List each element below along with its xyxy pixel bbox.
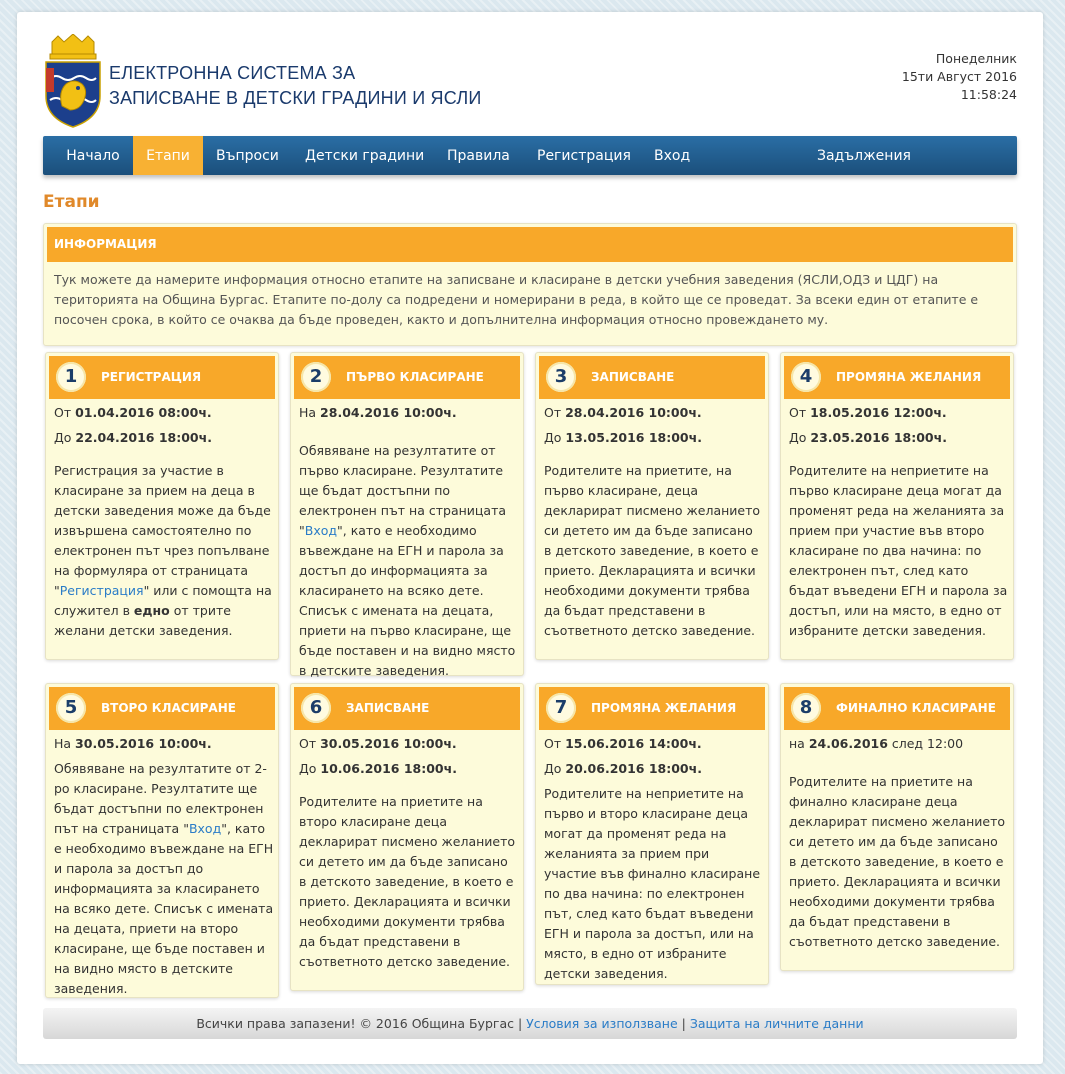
stage-from-label: на [789, 736, 805, 751]
stage-body [299, 403, 519, 681]
stage-description: Родителите на приетите на финално класиране деца декларират писмено желанието си детето им да бъде записано в детското заведение, в което е прието. Декларацията и всички необходими документи трябва да бъдат представени в съответното детско заведение. [789, 774, 1006, 949]
nav-item-registration[interactable]: Регистрация [537, 148, 631, 164]
stage-to-label: До [544, 430, 562, 445]
stage-from-date: 15.06.2016 14:00ч. [565, 736, 702, 751]
page-container [17, 12, 1043, 1064]
nav-item-obligations[interactable]: Задължения [817, 148, 911, 164]
stage-from-date: 18.05.2016 12:00ч. [810, 405, 947, 420]
stage-from-label: От [544, 736, 562, 751]
stage-body [299, 734, 519, 972]
clock-time: 11:58:24 [960, 87, 1017, 102]
footer [43, 1008, 1017, 1039]
nav-item-rules[interactable]: Правила [447, 148, 510, 164]
stage-title: ПЪРВО КЛАСИРАНЕ [346, 370, 484, 384]
stage-from-label: От [54, 405, 72, 420]
footer-separator: | [513, 1016, 527, 1031]
stage-to-label: До [789, 430, 807, 445]
stage-header [294, 356, 520, 399]
stage-title: ЗАПИСВАНЕ [591, 370, 675, 384]
stage-body [54, 403, 274, 641]
main-nav [43, 136, 1017, 175]
clock-date: 15ти Август 2016 [901, 69, 1017, 84]
info-title: ИНФОРМАЦИЯ [47, 227, 1013, 262]
footer-separator: | [677, 1016, 690, 1031]
login-link[interactable]: Вход [188, 821, 222, 836]
stage-card-6 [290, 683, 524, 991]
site-title-line1: ЕЛЕКТРОННА СИСТЕМА ЗА [109, 63, 356, 83]
stage-card-2 [290, 352, 524, 676]
stage-title: РЕГИСТРАЦИЯ [101, 370, 202, 384]
stage-card-7 [535, 683, 769, 985]
info-box [43, 223, 1017, 346]
footer-copyright: Всички права запазени! © 2016 Община Бургас [196, 1016, 514, 1031]
stage-number-badge: 8 [791, 693, 821, 723]
stage-description: Обявяване на резултатите от 2-ро класиране. Резултатите ще бъдат достъпни по електронен път на страницата "Вход", като е необходимо въвеждане на ЕГН и парола за достъп до информацията за класирането на всяко дете. Списък с имената на децата, приети на второ класиране, ще бъде поставен и на видно място в детските заведения. [54, 761, 274, 996]
stage-description: Родителите на приетите, на първо класиране, деца декларират писмено желанието си детето им да бъде записано в детското заведение, в което е прието. Декларацията и всички необходими документи трябва да бъдат представени в съответното детско заведение. [544, 463, 761, 638]
stage-from-date: 30.05.2016 10:00ч. [320, 736, 457, 751]
stage-to-date: 10.06.2016 18:00ч. [320, 761, 457, 776]
stage-header [49, 687, 275, 730]
stage-from-label: От [544, 405, 562, 420]
stage-header [784, 687, 1010, 730]
stage-to-date: 23.05.2016 18:00ч. [810, 430, 947, 445]
privacy-link[interactable]: Защита на личните данни [689, 1016, 864, 1031]
stage-title: ФИНАЛНО КЛАСИРАНЕ [836, 701, 996, 715]
stage-to-date: 20.06.2016 18:00ч. [565, 761, 702, 776]
stage-description: Родителите на приетите на второ класиране деца декларират писмено желанието си детето им да бъде записано в детското заведение, в което е прието. Декларацията и всички необходими документи трябва да бъдат представени в съответното детско заведение. [299, 794, 516, 969]
stage-to-date: 13.05.2016 18:00ч. [565, 430, 702, 445]
stage-body [789, 403, 1009, 641]
stage-body [544, 403, 764, 641]
stage-number-badge: 7 [546, 693, 576, 723]
stage-body [54, 734, 274, 999]
stage-title: ПРОМЯНА ЖЕЛАНИЯ [836, 370, 982, 384]
stage-card-8 [780, 683, 1014, 971]
login-link[interactable]: Вход [304, 523, 338, 538]
clock-day: Понеделник [935, 51, 1017, 66]
stage-header [784, 356, 1010, 399]
stage-title: ЗАПИСВАНЕ [346, 701, 430, 715]
stage-number-badge: 6 [301, 693, 331, 723]
datetime-display [902, 50, 1017, 104]
stage-body [789, 734, 1009, 952]
stage-from-label: От [789, 405, 807, 420]
stage-from-suffix: след 12:00 [887, 736, 964, 751]
site-title-line2: ЗАПИСВАНЕ В ДЕТСКИ ГРАДИНИ И ЯСЛИ [109, 88, 482, 108]
stage-card-4 [780, 352, 1014, 660]
stage-number-badge: 3 [546, 362, 576, 392]
stage-description: Родителите на неприетите на първо класиране деца могат да променят реда на желанията за прием при участие във второ класиране по два начина: по електронен път, след като бъдат въведени ЕГН и парола за достъп, или на място, в едно от избраните детски заведения. [789, 463, 1008, 638]
nav-item-kindergartens[interactable]: Детски градини [305, 148, 425, 164]
stage-from-label: От [299, 736, 317, 751]
stage-description: Регистрация за участие в класиране за прием на деца в детски заведения може да бъде извършена самостоятелно по електронен път чрез попълване на формуляра от страницата "Регистрация" или с помощта на служител в едно от трите желани детски заведения. [54, 463, 272, 638]
site-title [109, 61, 482, 111]
nav-item-home[interactable]: Начало [66, 148, 120, 164]
stage-to-label: До [544, 761, 562, 776]
stage-description: Обявяване на резултатите от първо класиране. Резултатите ще бъдат достъпни по електронен път на страницата "Вход", като е необходимо въвеждане на ЕГН и парола за достъп до информацията за класирането на всяко дете. Списък с имената на децата, приети на първо класиране, ще бъде поставен и на видно място в детските заведения. [299, 443, 516, 678]
stage-header [539, 687, 765, 730]
stage-from-date: 28.04.2016 10:00ч. [565, 405, 702, 420]
stage-number-badge: 2 [301, 362, 331, 392]
stage-to-label: До [299, 761, 317, 776]
stage-from-label: На [299, 405, 317, 420]
stage-header [294, 687, 520, 730]
stage-to-date: 22.04.2016 18:00ч. [75, 430, 212, 445]
nav-item-login[interactable]: Вход [654, 148, 691, 164]
stage-from-label: На [54, 736, 72, 751]
nav-item-stages[interactable]: Етапи [133, 136, 203, 175]
stage-card-3 [535, 352, 769, 660]
burgas-coat-of-arms-icon[interactable] [44, 34, 102, 128]
stage-number-badge: 1 [56, 362, 86, 392]
stage-number-badge: 4 [791, 362, 821, 392]
stage-header [539, 356, 765, 399]
stage-body [544, 734, 764, 984]
page-heading: Етапи [43, 192, 100, 212]
stage-title: ВТОРО КЛАСИРАНЕ [101, 701, 236, 715]
stage-number-badge: 5 [56, 693, 86, 723]
terms-link[interactable]: Условия за използване [526, 1016, 678, 1031]
nav-item-questions[interactable]: Въпроси [216, 148, 279, 164]
stage-from-date: 30.05.2016 10:00ч. [75, 736, 212, 751]
stage-title: ПРОМЯНА ЖЕЛАНИЯ [591, 701, 737, 715]
stage-to-label: До [54, 430, 72, 445]
stage-header [49, 356, 275, 399]
registration-link[interactable]: Регистрация [59, 583, 144, 598]
stage-from-date: 28.04.2016 10:00ч. [320, 405, 457, 420]
info-text: Тук можете да намерите информация относно етапите на записване и класиране в детски учебния заведения (ЯСЛИ,ОДЗ и ЦДГ) на територията на Община Бургас. Етапите по-долу са подредени и номерирани в реда, в който ще се проведат. За всеки един от етапите е посочен срока, в който се очаква да бъде проведен, както и допълнителна информация относно провеждането му. [54, 272, 979, 327]
stage-from-date: 24.06.2016 [808, 736, 888, 751]
stage-card-5 [45, 683, 279, 998]
stage-description: Родителите на неприетите на първо и второ класиране деца могат да променят реда на желанията за прием при участие във финално класиране по два начина: по електронен път, след като бъдат въведени ЕГН и парола за достъп, или на място, в едно от избраните детски заведения. [544, 786, 761, 981]
stage-from-date: 01.04.2016 08:00ч. [75, 405, 212, 420]
stage-card-1 [45, 352, 279, 660]
